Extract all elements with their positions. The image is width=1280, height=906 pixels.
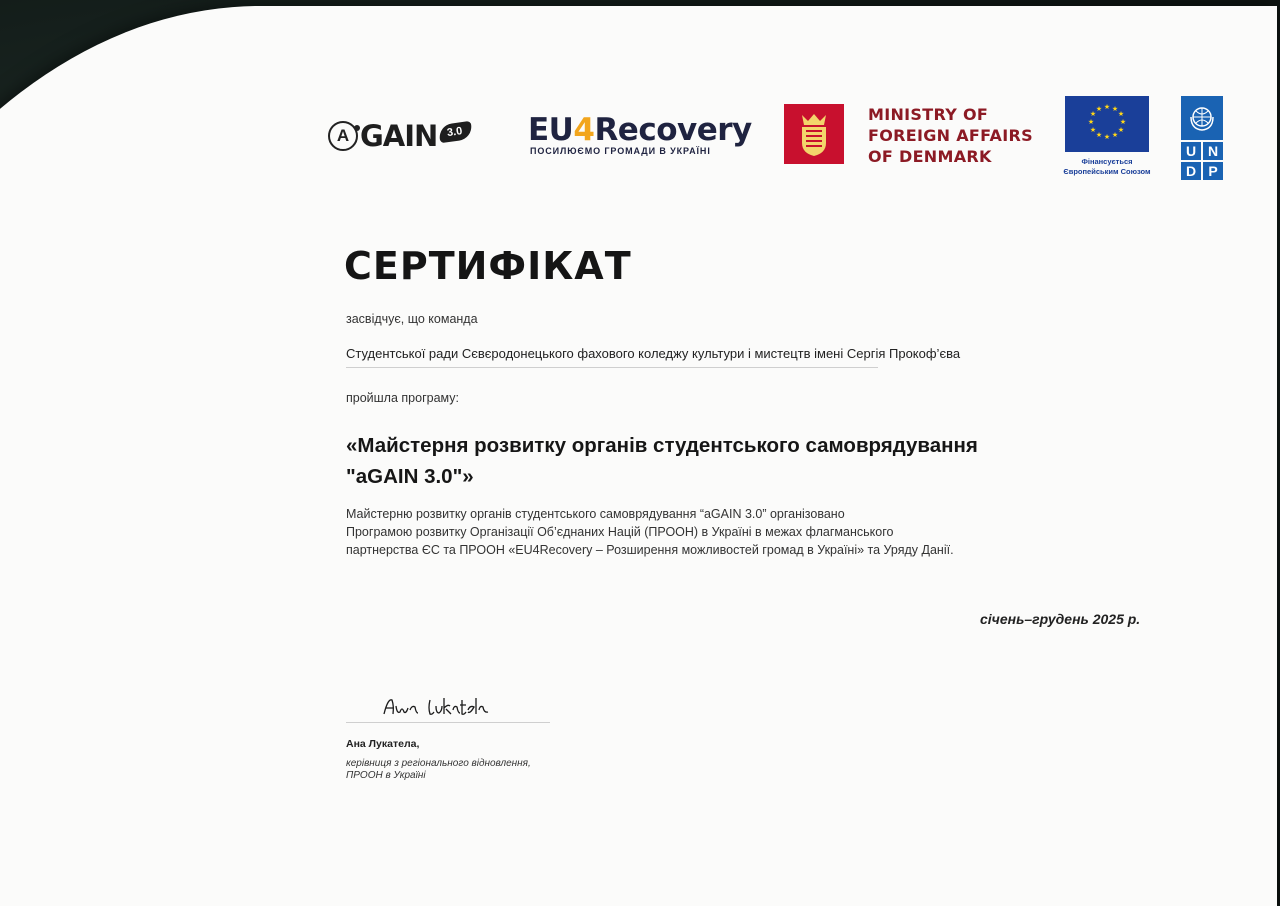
svg-text:★: ★ xyxy=(1111,131,1119,139)
eu4recovery-tagline: ПОСИЛЮЄМО ГРОМАДИ В УКРАЇНІ xyxy=(530,146,711,156)
program-dates: січень–грудень 2025 р. xyxy=(980,611,1141,627)
signatory-name: Ана Лукатела, xyxy=(346,738,420,750)
certificate-title: СЕРТИФІКАТ xyxy=(344,244,632,288)
svg-text:★: ★ xyxy=(1089,126,1097,134)
handwritten-signature xyxy=(346,692,550,723)
again-version-badge: 3.0 xyxy=(438,121,473,143)
svg-text:★: ★ xyxy=(1117,110,1125,118)
un-emblem-icon xyxy=(1181,96,1223,140)
svg-text:★: ★ xyxy=(1103,133,1111,141)
eu-funding-logo xyxy=(1052,96,1162,177)
undp-logo xyxy=(1181,96,1223,180)
svg-text:★: ★ xyxy=(1095,105,1103,113)
signatory-role: керівниця з регіонального відновлення, ПРООН в Україні xyxy=(346,758,531,781)
svg-text:★: ★ xyxy=(1117,126,1125,134)
svg-text:★: ★ xyxy=(1119,118,1127,126)
program-name: «Майстерня розвитку органів студентського самоврядування "aGAIN 3.0"» xyxy=(346,434,978,488)
denmark-mfa-logo xyxy=(784,104,1033,167)
svg-text:★: ★ xyxy=(1087,118,1095,126)
certifies-text: засвідчує, що команда xyxy=(346,312,478,326)
eu-flag-icon xyxy=(1065,96,1149,152)
program-description: Майстерню розвитку органів студентського самоврядування “aGAIN 3.0” організовано Програмою розвитку Організації Об’єднаних Націй (ПРООН) в Україні в межах флагманського партнерства ЄС та ПРООН «EU4Recovery – Розширення можливостей громад в Україні» та Уряду Данії. xyxy=(346,507,954,557)
svg-text:★: ★ xyxy=(1103,103,1111,111)
eu-funding-caption: Фінансується Європейським Союзом xyxy=(1063,157,1151,176)
eu4recovery-wordmark: EU4Recovery xyxy=(528,112,752,148)
svg-text:★: ★ xyxy=(1111,105,1119,113)
svg-text:★: ★ xyxy=(1095,131,1103,139)
again-logo xyxy=(328,116,473,156)
passed-program-text: пройшла програму: xyxy=(346,391,459,405)
svg-text:★: ★ xyxy=(1089,110,1097,118)
denmark-mfa-text: MINISTRY OF FOREIGN AFFAIRS OF DENMARK xyxy=(868,105,1033,166)
denmark-coat-of-arms-icon xyxy=(784,104,844,164)
again-logo-word: GAIN xyxy=(360,119,438,153)
eu4recovery-logo xyxy=(528,112,752,156)
again-circle-a-icon: A xyxy=(328,121,358,151)
undp-letters: U N D P xyxy=(1181,142,1223,180)
team-name: Студентської ради Сєвєродонецького фахового коледжу культури і мистецтв імені Сергія Прокоф’єва xyxy=(346,346,878,368)
